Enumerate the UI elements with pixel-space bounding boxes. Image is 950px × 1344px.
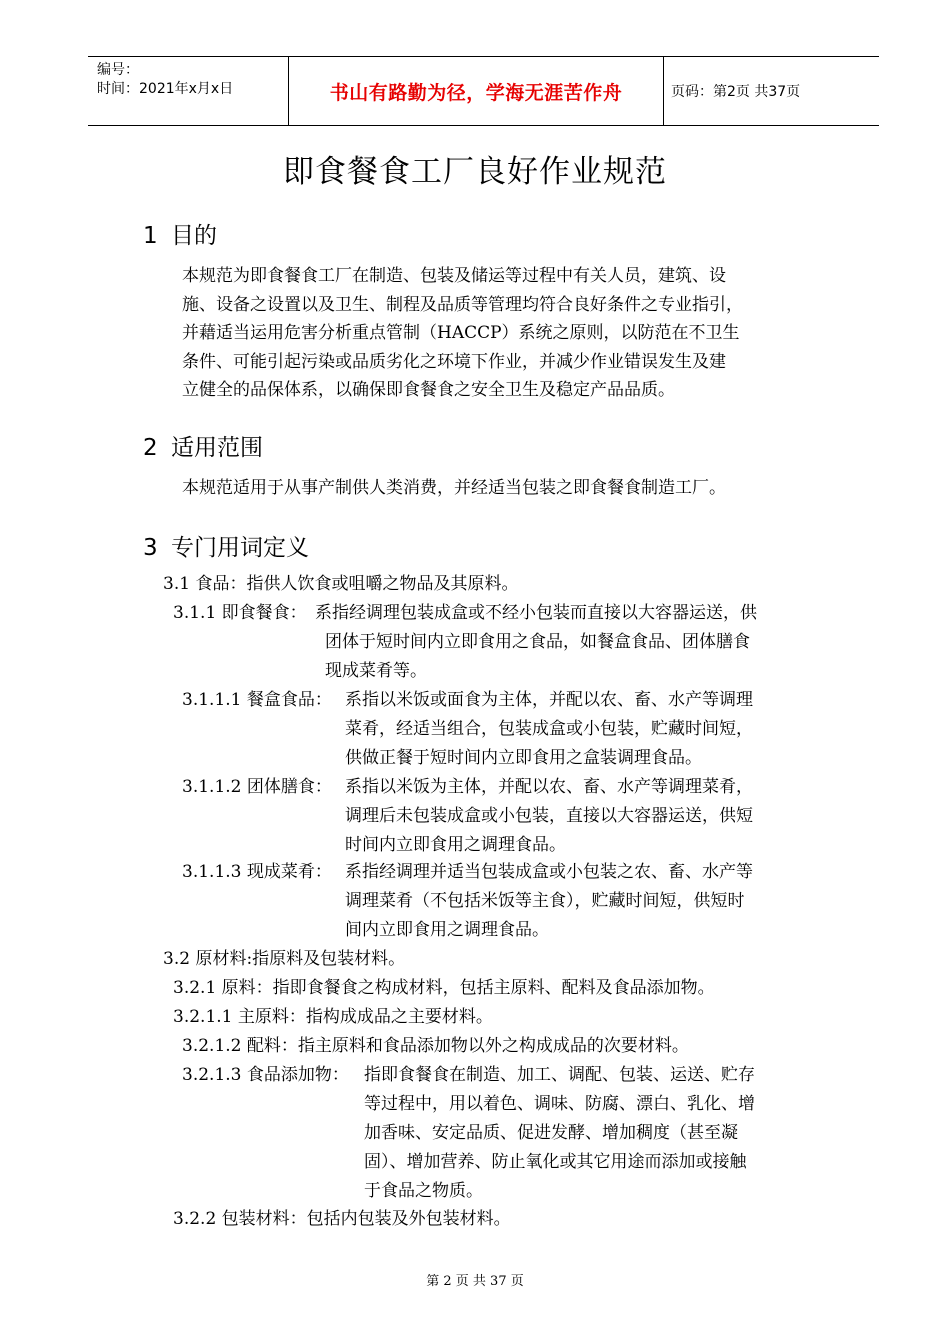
paragraph-line: 并藉适当运用危害分析重点管制（HACCP）系统之原则，以防范在不卫生 bbox=[182, 323, 740, 343]
section-1-title: 目的 bbox=[171, 223, 217, 249]
paragraph-line: 条件、可能引起污染或品质劣化之环境下作业，并减少作业错误发生及建 bbox=[182, 351, 726, 372]
definition-line: 时间内立即食用之调理食品。 bbox=[345, 835, 566, 855]
definition-3-1-1 bbox=[173, 599, 757, 628]
definition-3-2-1-1: 3.2.1.1 主原料：指构成成品之主要材料。 bbox=[173, 1007, 493, 1027]
section-1-number: 1 bbox=[143, 223, 158, 249]
definition-line: 间内立即食用之调理食品。 bbox=[345, 920, 549, 940]
section-3-heading bbox=[143, 529, 309, 562]
section-2-title: 适用范围 bbox=[171, 435, 263, 461]
definition-3-1-1-3 bbox=[182, 858, 332, 887]
definition-3-1: 3.1 食品：指供人饮食或咀嚼之物品及其原料。 bbox=[163, 574, 519, 594]
definition-line: 调理菜肴（不包括米饭等主食），贮藏时间短，供短时 bbox=[345, 891, 745, 911]
definition-line: 系指经调理包装成盒或不经小包装而直接以大容器运送，供 bbox=[315, 603, 757, 623]
definition-line: 供做正餐于短时间内立即食用之盒装调理食品。 bbox=[345, 748, 702, 768]
section-1-heading bbox=[143, 217, 217, 250]
definition-line: 现成菜肴等。 bbox=[325, 661, 427, 681]
definition-line: 固）、增加营养、防止氧化或其它用途而添加或接触 bbox=[364, 1152, 747, 1172]
definition-3-1-1-1-body bbox=[345, 686, 753, 773]
document-title: 即食餐食工厂良好作业规范 bbox=[283, 154, 667, 190]
page-header bbox=[88, 56, 879, 126]
definition-label: 3.1.1 即食餐食： bbox=[173, 603, 307, 623]
definition-line: 系指经调理并适当包装成盒或小包装之农、畜、水产等 bbox=[345, 862, 753, 882]
definition-line: 指即食餐食在制造、加工、调配、包装、运送、贮存 bbox=[364, 1065, 755, 1085]
definition-3-1-1-1 bbox=[182, 686, 332, 715]
paragraph-line: 本规范为即食餐食工厂在制造、包装及储运等过程中有关人员，建筑、设 bbox=[182, 266, 726, 286]
definition-line: 加香味、安定品质、促进发酵、增加稠度（甚至凝 bbox=[364, 1123, 738, 1143]
definition-3-1-1-3-body bbox=[345, 858, 753, 945]
definition-line: 于食品之物质。 bbox=[364, 1181, 483, 1201]
section-3-title: 专门用词定义 bbox=[171, 535, 309, 561]
number-label: 编号： bbox=[97, 62, 139, 78]
section-2-heading bbox=[143, 429, 263, 462]
definition-body bbox=[315, 599, 835, 628]
definition-3-2-1-2: 3.2.1.2 配料：指主原料和食品添加物以外之构成成品的次要材料。 bbox=[182, 1036, 689, 1056]
definition-line: 调理后未包装成盒或小包装，直接以大容器运送，供短 bbox=[345, 806, 753, 826]
definition-line: 团体于短时间内立即食用之食品，如餐盒食品、团体膳食 bbox=[325, 632, 750, 652]
definition-3-2-1: 3.2.1 原料：指即食餐食之构成材料，包括主原料、配料及食品添加物。 bbox=[173, 978, 715, 998]
definition-label: 3.1.1.3 现成菜肴： bbox=[182, 862, 332, 882]
definition-3-2-2: 3.2.2 包装材料：包括内包装及外包装材料。 bbox=[173, 1209, 511, 1229]
definition-label: 3.2.1.3 食品添加物： bbox=[182, 1065, 349, 1085]
paragraph-line: 立健全的品保体系，以确保即食餐食之安全卫生及稳定产品品质。 bbox=[182, 380, 675, 400]
definition-3-2-1-3-body bbox=[364, 1061, 755, 1206]
section-2-number: 2 bbox=[143, 435, 158, 461]
header-meta-cell bbox=[88, 57, 289, 125]
definition-line: 系指以米饭或面食为主体，并配以农、畜、水产等调理 bbox=[345, 690, 753, 710]
definition-3-1-1-2-body bbox=[345, 773, 753, 860]
header-motto: 书山有路勤为径，学海无涯苦作舟 bbox=[289, 57, 664, 125]
definition-line: 等过程中，用以着色、调味、防腐、漂白、乳化、增 bbox=[364, 1094, 755, 1114]
section-2-paragraph: 本规范适用于从事产制供人类消费，并经适当包装之即食餐食制造工厂。 bbox=[182, 478, 726, 498]
section-3-number: 3 bbox=[143, 535, 158, 561]
definition-3-2-1-3 bbox=[182, 1061, 349, 1090]
time-label: 时间：2021年x月x日 bbox=[97, 81, 234, 97]
definition-label: 3.1.1.2 团体膳食： bbox=[182, 777, 332, 797]
definition-label: 3.1.1.1 餐盒食品： bbox=[182, 690, 332, 710]
definition-line: 系指以米饭为主体，并配以农、畜、水产等调理菜肴， bbox=[345, 777, 753, 797]
definition-line: 菜肴，经适当组合，包装成盒或小包装，贮藏时间短， bbox=[345, 719, 753, 739]
definition-3-1-1-2 bbox=[182, 773, 332, 802]
definition-3-1-1-cont bbox=[325, 628, 750, 686]
paragraph-line: 施、设备之设置以及卫生、制程及品质等管理均符合良好条件之专业指引， bbox=[182, 294, 743, 315]
header-page-label: 页码：第2页 共37页 bbox=[671, 84, 801, 100]
definition-3-2: 3.2 原材料:指原料及包装材料。 bbox=[163, 949, 406, 969]
page-footer: 第 2 页 共 37 页 bbox=[426, 1274, 524, 1289]
section-1-paragraph bbox=[182, 262, 743, 405]
